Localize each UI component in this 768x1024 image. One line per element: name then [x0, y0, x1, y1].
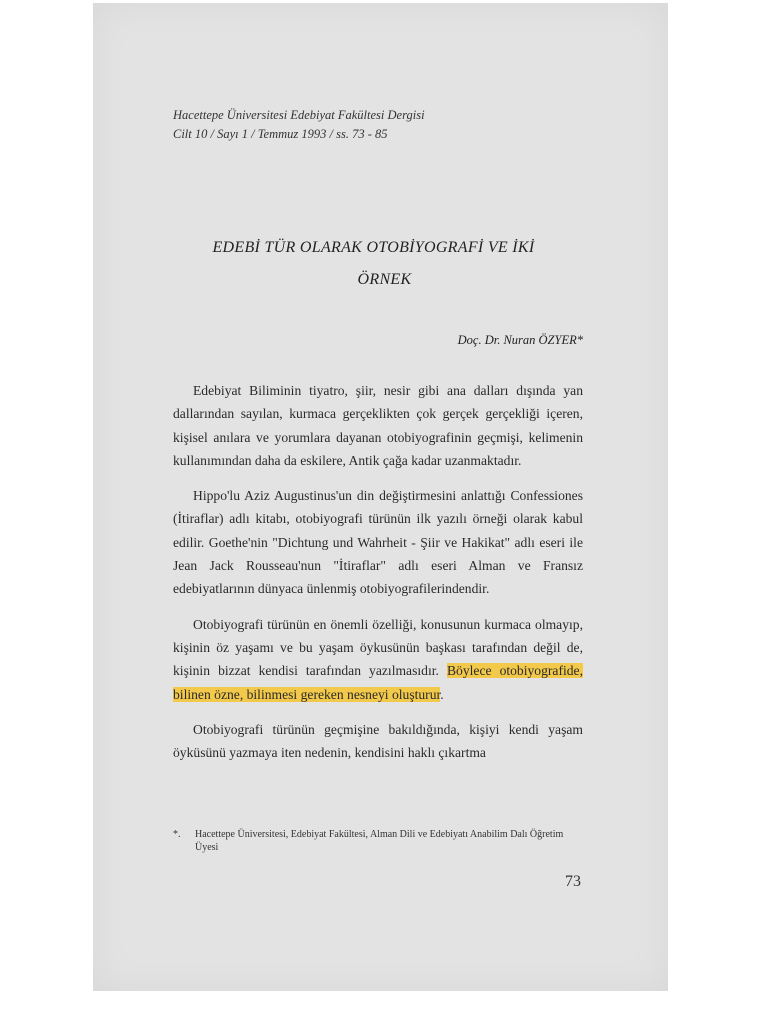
article-body: [173, 379, 583, 776]
journal-name: Hacettepe Üniversitesi Edebiyat Fakültesi Dergisi: [173, 108, 425, 122]
article-title-line2: ÖRNEK: [357, 271, 412, 288]
article-title-line1: EDEBİ TÜR OLARAK OTOBİYOGRAFİ VE İKİ: [212, 239, 535, 256]
footnote-mark: *.: [173, 829, 181, 840]
paragraph-3-end: .: [440, 686, 444, 702]
paragraph-4: Otobiyografi türünün geçmişine bakıldığında, kişiyi kendi yaşam öyküsünü yazmaya iten nedenin, kendisini haklı çıkartma: [173, 721, 583, 761]
page-number: 73: [565, 873, 581, 890]
author: Doç. Dr. Nuran ÖZYER*: [457, 333, 583, 347]
paragraph-3-text: Otobiyografi türünün en önemli özelliği, konusunun kurmaca olmayıp, kişinin öz yaşamı ve bu yaşam öykusünün başkası tarafından değil de, kişinin bizzat kendisi tarafından yazılmasıdır.: [173, 616, 583, 679]
paragraph-3: [173, 613, 583, 706]
paragraph-1: Edebiyat Biliminin tiyatro, şiir, nesir gibi ana dalları dışında yan dallarından sayılan, kurmaca gerçeklikten çok gerçek gerçekliği içeren, kişisel anılara ve yorumlara dayanan otobiyografinin geçmişi, kelimenin kullanımından daha da eskilere, Antik çağa kadar uzanmaktadır.: [173, 383, 583, 468]
journal-issue: Cilt 10 / Sayı 1 / Temmuz 1993 / ss. 73 - 85: [173, 127, 388, 141]
highlighted-sentence: Böylece otobiyografide, bilinen özne, bilinmesi gereken nesneyi oluşturur: [173, 663, 583, 702]
paragraph-2: Hippo'lu Aziz Augustinus'un din değiştirmesini anlattığı Confessiones (İtiraflar) adlı kitabı, otobiyografi türünün ilk yazılı örneği olarak kabul edilir. Goethe'nin "Dichtung und Wahrheit - Şiir ve Hakikat" adlı eseri ile Jean Jack Rousseau'nun "İtiraflar" adlı eseri Alman ve Fransız edebiyatlarının dünyaca ünlenmiş otobiyografilerindendir.: [173, 488, 583, 597]
scanned-page: [93, 3, 668, 991]
footnote-text: Hacettepe Üniversitesi, Edebiyat Fakültesi, Alman Dili ve Edebiyatı Anabilim Dalı Öğretim Üyesi: [195, 829, 564, 853]
journal-header: [173, 106, 425, 144]
footnote: [173, 828, 583, 854]
